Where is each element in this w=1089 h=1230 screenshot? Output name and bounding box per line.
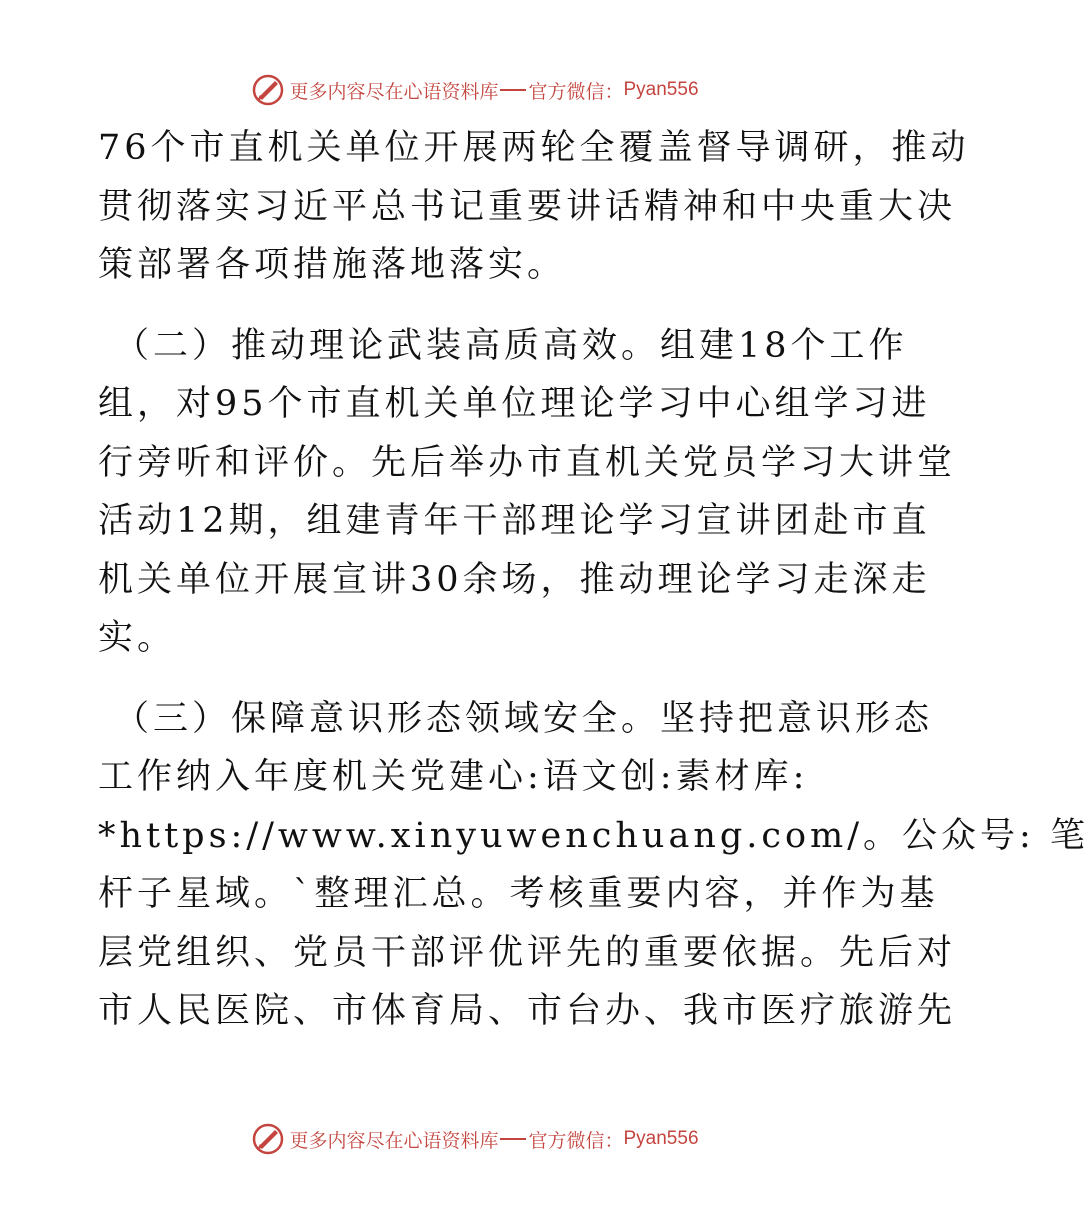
text-line: 贯彻落实习近平总书记重要讲话精神和中央重大决	[98, 186, 957, 227]
watermark-dash	[500, 1138, 526, 1140]
brand-logo-icon	[251, 1122, 285, 1156]
text-line: 活动12期，组建青年干部理论学习宣讲团赴市直	[98, 501, 931, 541]
text-line: 实。	[98, 618, 177, 658]
text-line: 组，对95个市直机关单位理论学习中心组学习进	[98, 384, 931, 424]
header-watermark	[0, 70, 950, 110]
text-line: 行旁听和评价。先后举办市直机关党员学习大讲堂	[98, 442, 957, 483]
text-line: 层党组织、党员干部评优评先的重要依据。先后对	[98, 932, 957, 973]
text-line: 杆子星域。`整理汇总。考核重要内容，并作为基	[98, 874, 939, 914]
text-line: *https://www.xinyuwenchuang.com/。公众号: 笔	[98, 815, 1089, 856]
watermark-id: Pyan556	[623, 79, 699, 100]
text-line: 工作纳入年度机关党建心:语文创:素材库:	[98, 757, 809, 797]
text-line: （三）保障意识形态领域安全。坚持把意识形态	[114, 698, 934, 739]
watermark-dash	[500, 89, 526, 91]
text-line: 市人民医院、市体育局、市台办、我市医疗旅游先	[98, 991, 957, 1031]
watermark-label: 官方微信：	[528, 1129, 624, 1152]
paragraph-3	[98, 690, 1089, 1041]
watermark-id: Pyan556	[623, 1128, 699, 1149]
document-body	[98, 119, 1089, 1041]
text-line: （二）推动理论武装高质高效。组建18个工作	[114, 325, 908, 366]
brand-logo-icon	[251, 73, 285, 107]
text-line: 76个市直机关单位开展两轮全覆盖督导调研，推动	[98, 128, 970, 168]
footer-watermark	[0, 1119, 950, 1159]
text-line: 策部署各项措施落地落实。	[98, 245, 567, 285]
paragraph-2	[98, 317, 957, 668]
watermark-label: 官方微信：	[528, 80, 624, 103]
text-line: 机关单位开展宣讲30余场，推动理论学习走深走	[98, 559, 931, 600]
watermark-brand-text: 更多内容尽在心语资料库	[289, 80, 499, 103]
paragraph-1	[98, 119, 970, 295]
watermark-brand-text: 更多内容尽在心语资料库	[289, 1129, 499, 1152]
